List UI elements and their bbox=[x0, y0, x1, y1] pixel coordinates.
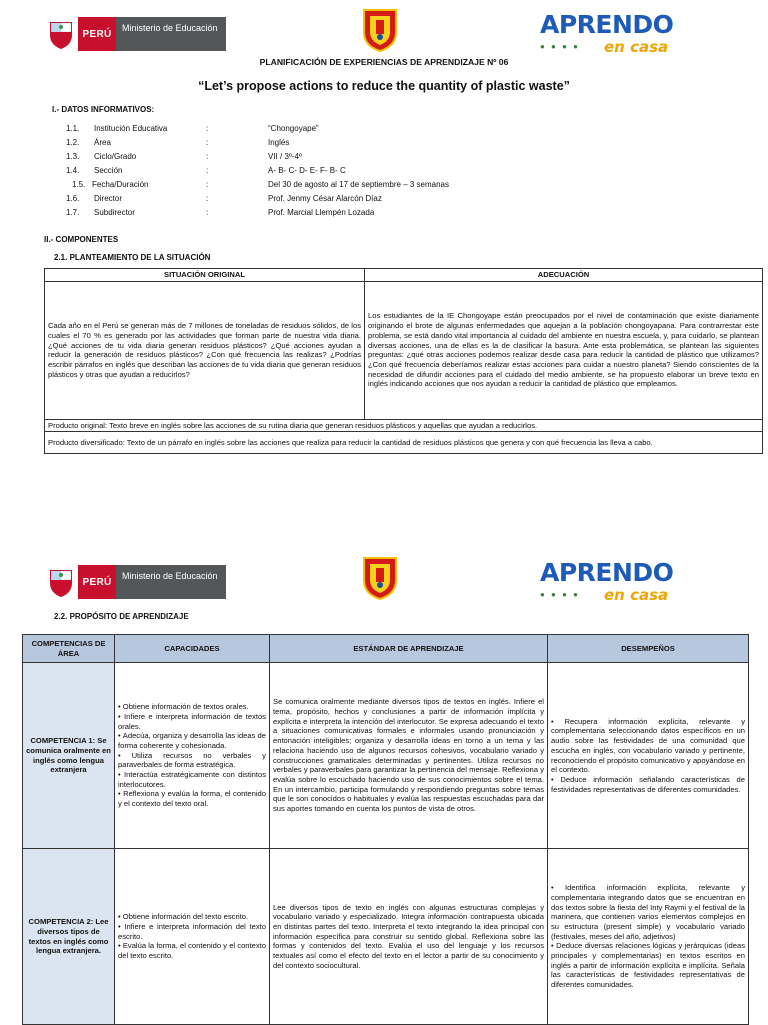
info-sep: : bbox=[206, 166, 209, 175]
ministry-logo bbox=[44, 17, 226, 51]
capacidades-cell bbox=[115, 663, 270, 849]
info-value: Inglés bbox=[268, 138, 290, 147]
capacidades-cell bbox=[115, 849, 270, 1025]
info-value: “Chongoyape” bbox=[268, 124, 319, 133]
competencia-cell: COMPETENCIA 2: Lee diversos tipos de textos en inglés como lengua extranjera. bbox=[23, 849, 115, 1025]
peru-shield-icon bbox=[44, 17, 78, 51]
info-value: VII / 3º-4º bbox=[268, 152, 302, 161]
section2-heading: II.- COMPONENTES bbox=[44, 235, 119, 244]
school-crest-icon bbox=[362, 556, 398, 600]
col-adecuacion-header: ADECUACIÓN bbox=[365, 269, 763, 282]
capacidad-item: • Infiere e interpreta información del texto escrito. bbox=[118, 922, 266, 941]
info-label: Subdirector bbox=[94, 208, 135, 217]
situation-table bbox=[44, 268, 763, 454]
info-label: Fecha/Duración bbox=[92, 180, 149, 189]
info-sep: : bbox=[206, 124, 209, 133]
info-num: 1.3. bbox=[66, 152, 80, 161]
ministry-label: Ministerio de Educación bbox=[116, 565, 226, 599]
capacidad-item: • Reflexiona y evalúa la forma, el contenido y el contexto del texto oral. bbox=[118, 789, 266, 808]
info-num: 1.6. bbox=[66, 194, 80, 203]
info-label: Área bbox=[94, 138, 111, 147]
aprendo-title: APRENDO bbox=[540, 10, 674, 39]
info-value: Del 30 de agosto al 17 de septiembre – 3 semanas bbox=[268, 180, 450, 189]
ministry-label: Ministerio de Educación bbox=[116, 17, 226, 51]
subsection-2-1-heading: 2.1. PLANTEAMIENTO DE LA SITUACIÓN bbox=[54, 253, 211, 262]
col-original-header: SITUACIÓN ORIGINAL bbox=[45, 269, 365, 282]
aprendo-dots-icon: ● ● ● ● bbox=[540, 42, 580, 51]
desempeno-item: • Deduce información señalando características de festividades representativas de diferentes comunidades. bbox=[551, 775, 745, 794]
page-header bbox=[0, 0, 768, 60]
plan-title: PLANIFICACIÓN DE EXPERIENCIAS DE APRENDIZAJE Nº 06 bbox=[259, 57, 509, 67]
peru-label: PERÚ bbox=[78, 565, 116, 599]
peru-shield-icon bbox=[44, 565, 78, 599]
info-num: 1.2. bbox=[66, 138, 80, 147]
info-sep: : bbox=[206, 208, 209, 217]
page-gap bbox=[0, 480, 768, 548]
capacidad-item: • Obtiene información de textos orales. bbox=[118, 702, 266, 712]
info-value: Prof. Jenmy César Alarcón Díaz bbox=[268, 194, 382, 203]
info-sep: : bbox=[206, 152, 209, 161]
info-label: Institución Educativa bbox=[94, 124, 168, 133]
desempeno-item: • Recupera información explícita, relevante y complementaria seleccionando datos específicos en un audio sobre las festividades de una comunidad que escucha en inglés, con vocabulario variado y pertinente, reconociendo el propósito comunicativo y apoyándose en el contexto. bbox=[551, 717, 745, 775]
page-2 bbox=[0, 548, 768, 1024]
desempenos-cell bbox=[548, 663, 749, 849]
aprendo-subtitle: en casa bbox=[604, 38, 669, 56]
info-value: A- B- C- D- E- F- B- C bbox=[268, 166, 346, 175]
desempeno-item: • Deduce diversas relaciones lógicas y jerárquicas (ideas principales y complementarias) en textos escritos en inglés a partir de información explícita e implícita. Señala las características de festividades representativas de diferentes comunidades. bbox=[551, 941, 745, 990]
page-1 bbox=[0, 0, 768, 480]
info-num: 1.4. bbox=[66, 166, 80, 175]
aprendo-subtitle: en casa bbox=[604, 586, 669, 604]
school-crest-icon bbox=[362, 8, 398, 52]
estandar-cell: Lee diversos tipos de texto en inglés con algunas estructuras complejas y vocabulario variado y especializado. Integra información contrapuesta ubicada en distintas partes del texto. Interpreta el texto integrando la idea principal con información específica para construir su sentido global. Reflexiona sobre las formas y contenidos del texto. Evalúa el uso del lenguaje y los recursos textuales así como el efecto del texto en el lector a partir de su conocimiento y del contexto sociocultural. bbox=[270, 849, 548, 1025]
capacidad-item: • Infiere e interpreta información de textos orales. bbox=[118, 712, 266, 731]
info-value: Prof. Marcial Llempén Lozada bbox=[268, 208, 375, 217]
info-label: Sección bbox=[94, 166, 123, 175]
header-desempenos: DESEMPEÑOS bbox=[548, 635, 749, 663]
header-capacidades: CAPACIDADES bbox=[115, 635, 270, 663]
capacidad-item: • Adecúa, organiza y desarrolla las ideas de forma coherente y cohesionada. bbox=[118, 731, 266, 750]
capacidad-item: • Obtiene información del texto escrito. bbox=[118, 912, 266, 922]
page-header bbox=[0, 548, 768, 608]
info-sep: : bbox=[206, 138, 209, 147]
info-sep: : bbox=[206, 180, 209, 189]
producto-original: Producto original: Texto breve en inglés sobre las acciones de su rutina diaria que generan residuos plásticos y aquellas que ayudan a reducirlos. bbox=[45, 419, 763, 432]
header-estandar: ESTÁNDAR DE APRENDIZAJE bbox=[270, 635, 548, 663]
desempenos-cell bbox=[548, 849, 749, 1025]
info-label: Director bbox=[94, 194, 123, 203]
competencia-cell: COMPETENCIA 1: Se comunica oralmente en inglés como lengua extranjera bbox=[23, 663, 115, 849]
proposito-table bbox=[22, 634, 749, 1025]
aprendo-title: APRENDO bbox=[540, 558, 674, 587]
section1-heading: I.- DATOS INFORMATIVOS: bbox=[52, 105, 155, 114]
subsection-2-2-heading: 2.2. PROPÓSITO DE APRENDIZAJE bbox=[54, 612, 189, 621]
adecuacion-text: Los estudiantes de la IE Chongoyape están preocupados por el nivel de contaminación que existe diariamente originando el brote de algunas enfermedades que aquejan a la población chongoyapana. Para contrarrestar este problema, se está dando vital importancia al cuidado del ambiente en nuestra escuela, y, para cuidarlo, se plantean diversas acciones, una de ellas es la de clasificar la basura. Ante esta problemática, se plantean las siguientes preguntas: ¿qué otras acciones podemos realizar desde casa para reducir la cantidad de plástico que utilizamos? ¿Con qué frecuencia deberíamos realizar estas acciones para cuidar a nuestro planeta? Siendo conscientes de la necesidad de difundir acciones para el cuidado del medio ambiente, se ha propuesto elaborar un breve texto en inglés indicando acciones que nos ayudan a reducir la cantidad de plástico que empleamos. bbox=[365, 281, 763, 419]
aprendo-dots-icon: ● ● ● ● bbox=[540, 590, 580, 599]
estandar-cell: Se comunica oralmente mediante diversos tipos de textos en inglés. Infiere el tema, propósito, hechos y conclusiones a partir de información implícita y explícita e interpreta la intención del interlocutor. Se expresa adecuando el texto a situaciones comunicativas formales e informales usando pronunciación y entonación inteligibles; organiza y desarrolla ideas en torno a un tema y las relaciona haciendo uso de algunos recursos cohesivos, vocabulario variado y construcciones gramaticales determinadas y pertinentes. Utiliza recursos no verbales y paraverbales para garantizar la pertinencia del mensaje. Reflexiona y evalúa sobre lo escuchado haciendo uso de sus conocimientos sobre el tema. En un intercambio, participa formulando y respondiendo preguntas sobre temas que le son conocidos o habituales y evalúa las respuestas escuchadas para dar sus aportes tomando en cuenta los puntos de vista de otros. bbox=[270, 663, 548, 849]
aprendo-en-casa-logo bbox=[540, 558, 704, 604]
ministry-logo bbox=[44, 565, 226, 599]
main-title: “Let’s propose actions to reduce the quantity of plastic waste” bbox=[198, 79, 570, 93]
capacidad-item: • Interactúa estratégicamente con distintos interlocutores. bbox=[118, 770, 266, 789]
header-competencias: COMPETENCIAS DE ÁREA bbox=[23, 635, 115, 663]
capacidad-item: • Evalúa la forma, el contenido y el contexto del texto escrito. bbox=[118, 941, 266, 960]
desempeno-item: • Identifica información explícita, relevante y complementaria integrando datos que se encuentran en dos textos sobre la fiesta del Inty Raymi y el festival de la marinera, que contienen varios elementos complejos en su estructura (present simple) y vocabulario variado (festivales, meses del año, adjetivos) bbox=[551, 883, 745, 941]
info-label: Ciclo/Grado bbox=[94, 152, 137, 161]
info-num: 1.5. bbox=[72, 180, 86, 189]
original-situation-text: Cada año en el Perú se generan más de 7 millones de toneladas de residuos sólidos, de los cuales el 70 % es generado por las actividades que forman parte de nuestra vida diaria. ¿Qué acciones de tu vida diaria generan residuos plásticos? ¿Qué acciones ayudan a reducir la generación de residuos plásticos? ¿Con qué frecuencia las realizas? ¿Podrías escribir párrafos en inglés que describan las acciones de tu vida diaria que generan residuos plásticos y otras que ayudan a reducirlos? bbox=[45, 281, 365, 419]
info-sep: : bbox=[206, 194, 209, 203]
peru-label: PERÚ bbox=[78, 17, 116, 51]
aprendo-en-casa-logo bbox=[540, 10, 704, 56]
producto-diversificado: Producto diversificado: Texto de un párrafo en inglés sobre las acciones que realiza para reducir la cantidad de residuos plásticos que genera y con qué frecuencia las lleva a cabo. bbox=[45, 432, 763, 454]
info-num: 1.1. bbox=[66, 124, 80, 133]
info-num: 1.7. bbox=[66, 208, 80, 217]
capacidad-item: • Utiliza recursos no verbales y paraverbales de forma estratégica. bbox=[118, 751, 266, 770]
